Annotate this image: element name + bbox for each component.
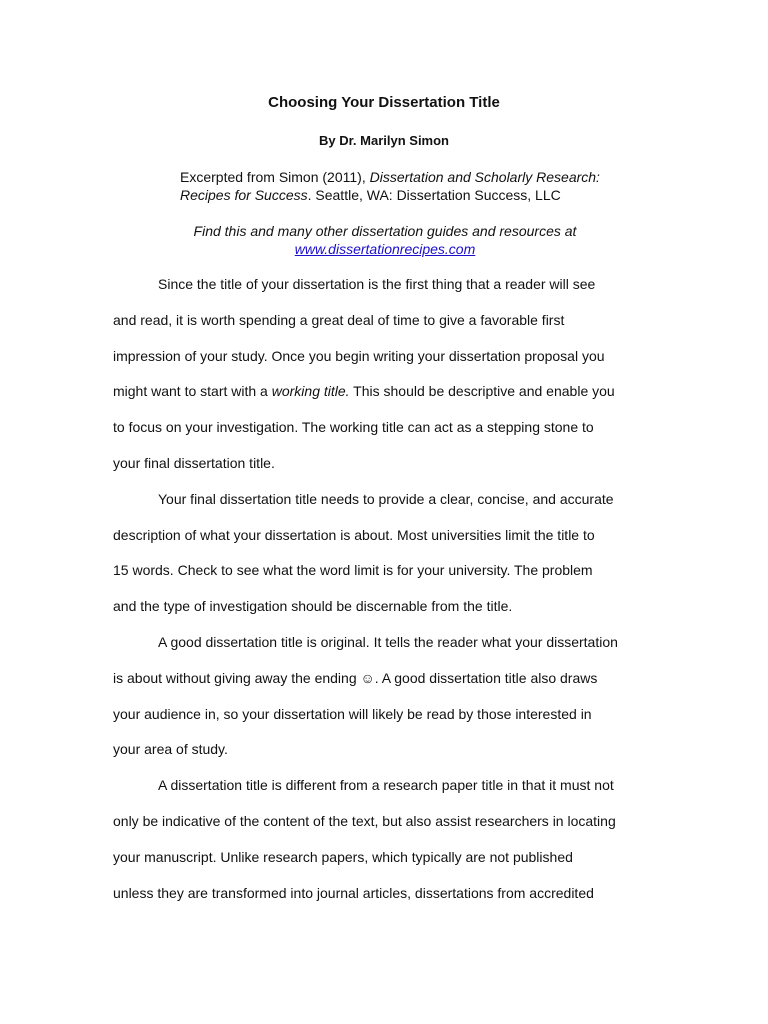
book-title-part-2: Recipes for Success bbox=[180, 187, 308, 203]
working-title-emphasis: working title. bbox=[271, 383, 350, 400]
find-more-note bbox=[160, 222, 610, 258]
document-title: Choosing Your Dissertation Title bbox=[268, 94, 500, 111]
paragraph-line: and the type of investigation should be discernable from the title. bbox=[113, 598, 513, 615]
paragraph-line bbox=[113, 381, 673, 417]
paragraph-text: This should be descriptive and enable you bbox=[349, 383, 615, 400]
paragraph-line: 15 words. Check to see what the word limit is for your university. The problem bbox=[113, 562, 593, 579]
paragraph-line: Since the title of your dissertation is the first thing that a reader will see bbox=[158, 276, 596, 292]
paragraph-line: impression of your study. Once you begin writing your dissertation proposal you bbox=[113, 347, 605, 364]
paragraph-line: your area of study. bbox=[113, 741, 228, 758]
body-text bbox=[113, 274, 673, 918]
paragraph-line: to focus on your investigation. The working title can act as a stepping stone to bbox=[113, 419, 594, 436]
find-more-text: Find this and many other dissertation guides and resources at bbox=[193, 223, 577, 239]
paragraph-line: A dissertation title is different from a research paper title in that it must not bbox=[158, 777, 614, 794]
paragraph-line: your final dissertation title. bbox=[113, 454, 275, 471]
paragraph-line: unless they are transformed into journal articles, dissertations from accredited bbox=[113, 884, 594, 901]
paragraph-text: might want to start with a bbox=[113, 383, 272, 400]
paragraph-line: and read, it is worth spending a great deal of time to give a favorable first bbox=[113, 311, 565, 328]
paragraph-line: description of what your dissertation is about. Most universities limit the title to bbox=[113, 526, 595, 543]
paragraph-line: your manuscript. Unlike research papers, which typically are not published bbox=[113, 848, 573, 865]
document-author: By Dr. Marilyn Simon bbox=[318, 133, 450, 148]
dissertation-recipes-link[interactable]: www.dissertationrecipes.com bbox=[294, 241, 476, 257]
paragraph-line: only be indicative of the content of the text, but also assist researchers in locating bbox=[113, 812, 616, 829]
paragraph-line: Your final dissertation title needs to provide a clear, concise, and accurate bbox=[158, 490, 614, 507]
excerpt-suffix: . Seattle, WA: Dissertation Success, LLC bbox=[307, 187, 561, 203]
excerpt-line-2 bbox=[180, 186, 660, 204]
excerpt-line-1 bbox=[180, 168, 660, 186]
excerpt-prefix: Excerpted from Simon (2011), bbox=[180, 169, 370, 185]
book-title-part-1: Dissertation and Scholarly Research: bbox=[369, 169, 600, 185]
excerpt-citation bbox=[180, 168, 660, 204]
paragraph-line: is about without giving away the ending ☺. A good dissertation title also draws bbox=[113, 669, 598, 686]
paragraph-line: A good dissertation title is original. It tells the reader what your dissertation bbox=[158, 633, 618, 650]
paragraph-line: your audience in, so your dissertation will likely be read by those interested in bbox=[113, 705, 592, 722]
